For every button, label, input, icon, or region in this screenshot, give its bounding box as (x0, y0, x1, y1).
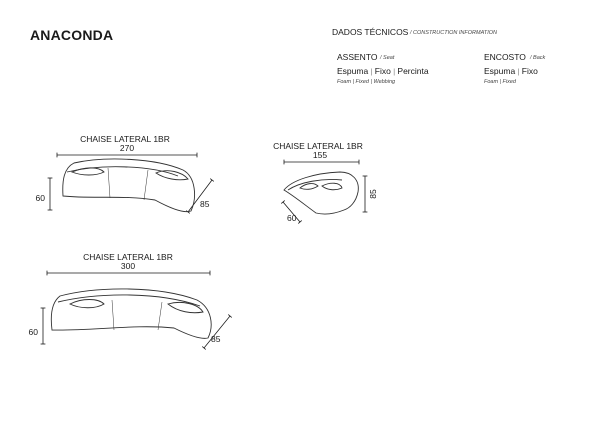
height-dimension-value: 60 (35, 193, 45, 203)
sofa-outline (51, 289, 211, 338)
separator: | (370, 69, 373, 76)
seat-material-foam: Espuma (337, 66, 369, 76)
width-dimension-value: 300 (120, 261, 136, 271)
drawing-chaise-270 (36, 134, 212, 212)
sofa-outline (63, 159, 195, 212)
back-label: ENCOSTO (484, 52, 526, 62)
width-dimension-value: 270 (119, 143, 135, 153)
back-material-foam: Espuma (484, 66, 516, 76)
seat-materials-en: Foam | Fixed | Webbing (337, 79, 396, 85)
depth-dimension-value: 85 (211, 334, 221, 344)
product-title: ANACONDA (30, 27, 114, 43)
drawing-label: CHAISE LATERAL 1BR (83, 252, 173, 262)
side-dimension-value: 60 (287, 213, 297, 223)
seat-label-en: / Seat (380, 55, 395, 61)
technical-data-subheading: / CONSTRUCTION INFORMATION (410, 30, 497, 36)
seat-label: ASSENTO (337, 52, 378, 62)
drawing-chaise-300 (29, 252, 230, 348)
depth-dimension-value: 85 (200, 199, 210, 209)
back-materials-en: Foam | Fixed (484, 79, 516, 85)
width-dimension-value: 155 (312, 150, 328, 160)
sofa-outline (284, 172, 358, 214)
technical-data-heading: DADOS TÉCNICOS (332, 27, 409, 37)
back-material-fixed: Fixo (521, 66, 538, 76)
seat-material-fixed: Fixo (374, 66, 391, 76)
height-dimension-value: 60 (28, 327, 38, 337)
drawing-chaise-155 (273, 141, 378, 223)
back-label-en: / Back (530, 55, 546, 61)
seat-material-webbing: Percinta (397, 66, 429, 76)
separator: | (517, 69, 520, 76)
drawing-label: CHAISE LATERAL 1BR (80, 134, 170, 144)
drawing-label: CHAISE LATERAL 1BR (273, 141, 363, 151)
separator: | (393, 69, 396, 76)
depth-dimension-value: 85 (368, 189, 378, 199)
